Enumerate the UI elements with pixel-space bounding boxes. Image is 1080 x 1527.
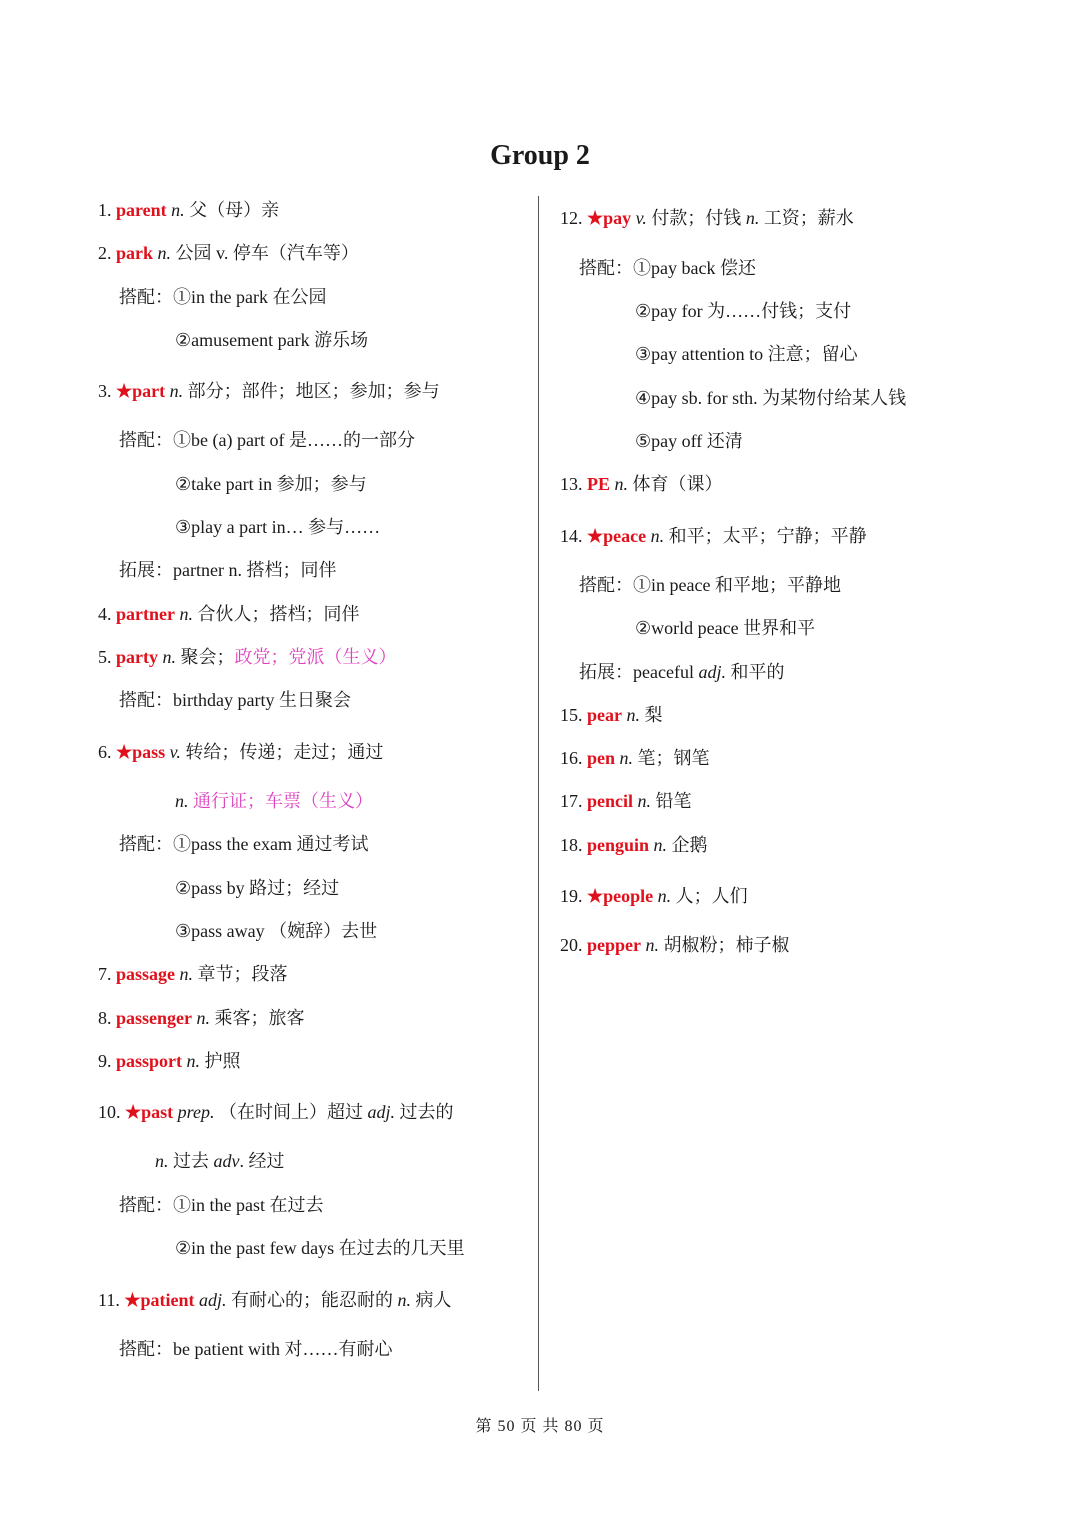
entry-text: 13.: [560, 474, 587, 494]
entry-text: 付款；付钱: [646, 208, 746, 228]
part-of-speech: n.: [155, 1151, 169, 1171]
entry-text: 搭配：①in the park 在公园: [119, 287, 327, 307]
part-of-speech: n.: [397, 1290, 411, 1310]
entry-text: ③pay attention to 注意；留心: [635, 344, 858, 364]
entry-text: ②amusement park 游乐场: [175, 330, 369, 350]
entry-text: 病人: [411, 1290, 452, 1310]
entry-text: 16.: [560, 748, 587, 768]
entry-text: 公园 v. 停车（汽车等）: [171, 243, 359, 263]
entry-text: ②pay for 为……付钱；支付: [635, 301, 852, 321]
part-of-speech: v.: [169, 742, 181, 762]
entry-text: 乘客；旅客: [210, 1008, 305, 1028]
part-of-speech: prep.: [177, 1102, 215, 1122]
headword: passport: [116, 1051, 183, 1071]
entry-text: 工资；薪水: [759, 208, 854, 228]
entry-text: 拓展：partner n. 搭档；同伴: [119, 560, 337, 580]
entry-line: [635, 429, 743, 453]
entry-line: [560, 472, 723, 496]
entry-line: [560, 833, 708, 857]
entry-text: ③pass away （婉辞）去世: [175, 921, 378, 941]
entry-text: 9.: [98, 1051, 116, 1071]
entry-text: 11.: [98, 1290, 125, 1310]
entry-text: ②pass by 路过；经过: [175, 878, 340, 898]
part-of-speech: n.: [175, 791, 189, 811]
entry-text: 人；人们: [671, 886, 748, 906]
entry-line: [635, 342, 858, 366]
part-of-speech: n.: [653, 835, 668, 855]
headword: parent: [116, 200, 167, 220]
part-of-speech: n.: [745, 208, 760, 228]
headword: party: [116, 647, 158, 667]
entry-text: 8.: [98, 1008, 116, 1028]
entry-text: 10.: [98, 1102, 125, 1122]
entry-text: 20.: [560, 935, 587, 955]
part-of-speech: adj.: [367, 1102, 395, 1122]
part-of-speech: n.: [614, 474, 629, 494]
headword: pencil: [587, 791, 634, 811]
entry-text: 3.: [98, 381, 116, 401]
entry-text: 章节；段落: [193, 964, 288, 984]
entry-text: 1.: [98, 200, 116, 220]
part-of-speech: n.: [162, 647, 176, 667]
entry-line: [635, 299, 851, 323]
entry-text: 12.: [560, 208, 587, 228]
entry-text: 转给；传递；走过；通过: [180, 742, 384, 762]
entry-text: 5.: [98, 647, 116, 667]
entry-line: [560, 206, 854, 230]
part-of-speech: n.: [637, 791, 652, 811]
entry-text: ②in the past few days 在过去的几天里: [175, 1238, 465, 1258]
entry-text: 6.: [98, 742, 116, 762]
entry-text: 搭配：birthday party 生日聚会: [119, 690, 351, 710]
entry-text: 胡椒粉；柿子椒: [659, 935, 790, 955]
entry-text: ②world peace 世界和平: [635, 618, 816, 638]
headword: ★pass: [116, 742, 166, 762]
page-footer: 第 50 页 共 80 页: [475, 1418, 605, 1435]
headword: pen: [587, 748, 616, 768]
part-of-speech: n.: [157, 243, 172, 263]
entry-text: 护照: [200, 1051, 241, 1071]
entry-text: 4.: [98, 604, 116, 624]
entry-text: （在时间上）超过: [214, 1102, 368, 1122]
entry-line: [560, 933, 790, 957]
entry-text: 和平的: [725, 662, 785, 682]
headword: partner: [116, 604, 175, 624]
entry-line: [560, 703, 663, 727]
entry-line: [560, 524, 867, 548]
entry-text: 和平；太平；宁静；平静: [664, 526, 867, 546]
entry-line: [560, 746, 710, 770]
headword: penguin: [587, 835, 650, 855]
entry-line: [635, 616, 815, 640]
part-of-speech: n.: [171, 200, 185, 220]
entry-text: 梨: [640, 705, 663, 725]
part-of-speech: n.: [650, 526, 665, 546]
part-of-speech: n.: [657, 886, 672, 906]
entry-text: . 经过: [239, 1151, 285, 1171]
entry-text: 过去的: [395, 1102, 454, 1122]
entry-line: [560, 884, 748, 908]
page-title: Group 2: [490, 140, 590, 171]
headword: ★past: [125, 1102, 174, 1122]
part-of-speech: n.: [169, 381, 184, 401]
part-of-speech: adj.: [698, 662, 726, 682]
entry-text: 19.: [560, 886, 587, 906]
entry-text: 15.: [560, 705, 587, 725]
headword: pear: [587, 705, 622, 725]
entry-text: 搭配：①pass the exam 通过考试: [119, 834, 369, 854]
entry-text: 体育（课）: [628, 474, 723, 494]
part-of-speech: n.: [619, 748, 634, 768]
entry-text: 铅笔: [651, 791, 692, 811]
entry-text: 拓展：peaceful: [579, 662, 699, 682]
entry-text: 7.: [98, 964, 116, 984]
headword: ★peace: [587, 526, 647, 546]
part-of-speech: n.: [186, 1051, 201, 1071]
entry-text: 父（母）亲: [184, 200, 280, 220]
entry-text: ②take part in 参加；参与: [175, 474, 367, 494]
headword: pepper: [587, 935, 641, 955]
part-of-speech: v.: [635, 208, 647, 228]
entry-text: 搭配：①pay back 偿还: [579, 258, 756, 278]
part-of-speech: n.: [645, 935, 659, 955]
entry-line: [560, 789, 692, 813]
extended-meaning: 通行证；车票（生义）: [193, 791, 373, 811]
entry-text: 搭配：①in the past 在过去: [119, 1195, 324, 1215]
entry-text: 搭配：①be (a) part of 是……的一部分: [119, 430, 415, 450]
entry-text: 2.: [98, 243, 116, 263]
headword: ★part: [116, 381, 166, 401]
entry-text: 过去: [168, 1151, 214, 1171]
entry-text: 搭配：①in peace 和平地；平静地: [579, 575, 841, 595]
entry-line: [579, 573, 841, 597]
entry-line: [579, 256, 756, 280]
entry-line: [579, 660, 784, 684]
entry-text: 18.: [560, 835, 587, 855]
headword: PE: [587, 474, 611, 494]
part-of-speech: n.: [626, 705, 640, 725]
headword: park: [116, 243, 154, 263]
part-of-speech: n.: [179, 964, 194, 984]
headword: ★pay: [587, 208, 632, 228]
headword: passage: [116, 964, 176, 984]
entry-text: 14.: [560, 526, 587, 546]
entry-text: 有耐心的；能忍耐的: [226, 1290, 398, 1310]
part-of-speech: n.: [196, 1008, 210, 1028]
headword: ★people: [587, 886, 654, 906]
entry-text: 部分；部件；地区；参加；参与: [183, 381, 440, 401]
entry-text: 合伙人；搭档；同伴: [192, 604, 360, 624]
part-of-speech: adv: [213, 1151, 240, 1171]
extended-meaning: 政党；党派（生义）: [234, 647, 397, 667]
entry-text: ③play a part in… 参与……: [175, 517, 381, 537]
part-of-speech: adj.: [198, 1290, 227, 1310]
entry-text: 17.: [560, 791, 587, 811]
entry-text: 笔；钢笔: [633, 748, 710, 768]
entry-text: 聚会；: [176, 647, 235, 667]
entry-text: ④pay sb. for sth. 为某物付给某人钱: [635, 388, 907, 408]
headword: passenger: [116, 1008, 192, 1028]
entry-text: 企鹅: [667, 835, 708, 855]
entry-line: [635, 386, 906, 410]
entry-text: 搭配：be patient with 对……有耐心: [119, 1339, 393, 1359]
part-of-speech: n.: [179, 604, 193, 624]
headword: ★patient: [124, 1290, 195, 1310]
entry-text: ⑤pay off 还清: [635, 431, 743, 451]
